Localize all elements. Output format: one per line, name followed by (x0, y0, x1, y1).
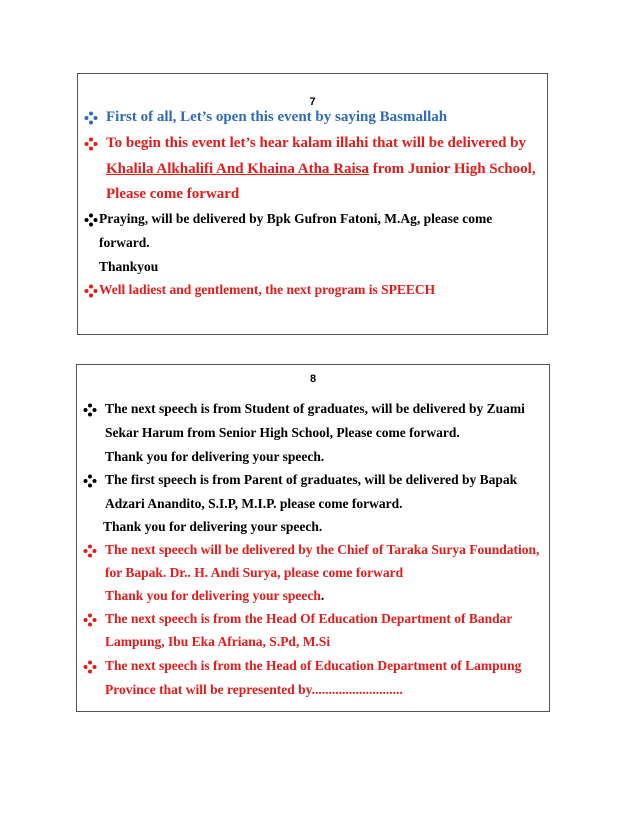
item-text: Province that will be represented by........................... (105, 682, 403, 697)
item-text: Thank you for delivering your speech (105, 588, 321, 603)
diamond-dots-icon (84, 109, 98, 126)
page-7-box (77, 73, 548, 335)
item-text: Sekar Harum from Senior High School, Please come forward. (105, 425, 460, 440)
diamond-dots-icon (84, 282, 98, 298)
page-number: 8 (309, 373, 317, 385)
diamond-dots-icon (84, 211, 98, 227)
item-text: First of all, Let’s open this event by saying Basmallah (106, 109, 448, 125)
item-text: Please come forward (106, 186, 240, 202)
item-text: Well ladiest and gentlement, the next program is SPEECH (99, 282, 436, 297)
item-text-period: . (320, 588, 325, 603)
item-text: The next speech is from the Head Of Education Department of Bandar (105, 611, 513, 626)
item-text: Thank you for delivering your speech. (103, 519, 323, 534)
item-text: Adzari Anandito, S.I.P, M.I.P. please come forward. (105, 496, 403, 511)
page-8-box (76, 364, 550, 712)
diamond-dots-icon (83, 542, 97, 558)
item-text: Praying, will be delivered by Bpk Gufron Fatoni, M.Ag, please come (99, 211, 493, 226)
item-text: The first speech is from Parent of graduates, will be delivered by Bapak (105, 472, 518, 487)
item-text: from Junior High School, (369, 161, 536, 177)
diamond-dots-icon (83, 472, 97, 488)
item-text: forward. (99, 235, 150, 250)
item-text: To begin this event let’s hear kalam illahi that will be delivered by (106, 135, 527, 151)
item-text: The next speech is from the Head of Education Department of Lampung (105, 658, 522, 673)
item-text: Thankyou (99, 259, 159, 274)
page-number: 7 (309, 96, 316, 108)
item-text: for Bapak. Dr.. H. Andi Surya, please come forward (105, 565, 404, 580)
diamond-dots-icon (83, 611, 97, 627)
diamond-dots-icon (83, 658, 97, 674)
item-text: Thank you for delivering your speech. (105, 449, 325, 464)
item-text: Lampung, Ibu Eka Afriana, S.Pd, M.Si (105, 634, 331, 649)
diamond-dots-icon (84, 135, 98, 152)
diamond-dots-icon (83, 401, 97, 417)
performer-names: Khalila Alkhalifi And Khaina Atha Raisa (106, 161, 370, 177)
item-text: The next speech will be delivered by the Chief of Taraka Surya Foundation, (105, 542, 540, 557)
item-text: The next speech is from Student of graduates, will be delivered by Zuami (105, 401, 525, 416)
